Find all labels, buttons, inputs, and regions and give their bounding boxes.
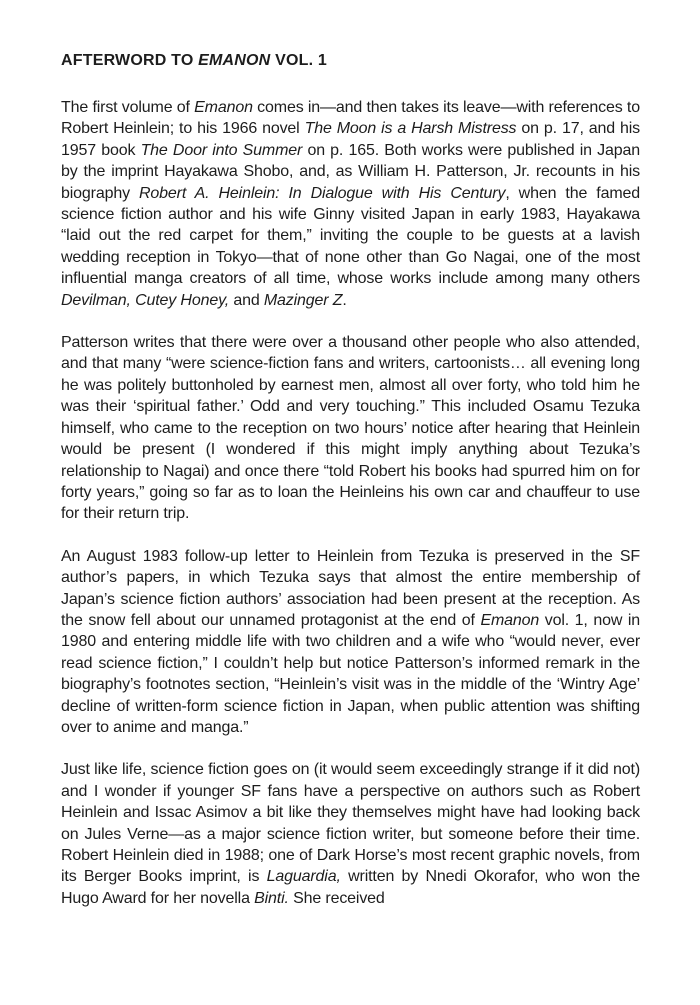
text-run: comes in—and then takes its leave—with references to Robert Heinlein; to his 1966 novel [61, 99, 640, 138]
text-run: Patterson writes that there were over a thousand other people who also attended, and that many “were science-fiction fans and writers, cartoonists… all evening long he was politely buttonholed by earnest men, almost all over forty, who told him he was their ‘spiritual father.’ Odd and very touching.” This included Osamu Tezuka himself, who came to the reception on two hours’ notice after hearing that Heinlein would be present (I wondered if this might imply anything about Tezuka’s relationship to Nagai) and once there “told Robert his books had spurred him on for forty years,” going so far as to loan the Heinleins his own car and chauffeur to use for their return trip. [61, 334, 640, 523]
italic-text-run: Devilman, Cutey Honey, [61, 291, 230, 309]
text-run: on p. 165. Both works were published in Japan by the imprint Hayakawa Shobo, and, as William H. Patterson, Jr. recounts in his biography [61, 141, 640, 202]
text-run: The first volume of [61, 99, 195, 116]
text-run: VOL. 1 [270, 52, 327, 69]
paragraph-1 [61, 97, 640, 311]
paragraph-4 [61, 759, 640, 909]
italic-text-run: Emanon [480, 611, 540, 629]
italic-text-run: EMANON [198, 52, 271, 69]
italic-text-run: Binti. [254, 889, 289, 907]
text-run: written by Nnedi Okorafor, who won the Hugo Award for her novella [61, 868, 640, 907]
italic-text-run: Robert A. Heinlein: In Dialogue with His Century [139, 184, 506, 202]
italic-text-run: Mazinger Z [263, 291, 343, 309]
italic-text-run: Laguardia, [266, 868, 341, 886]
paragraph-3 [61, 546, 640, 739]
text-run: She received [288, 889, 385, 907]
italic-text-run: Emanon [194, 99, 253, 116]
text-run: An August 1983 follow-up letter to Heinlein from Tezuka is preserved in the SF author’s papers, in which Tezuka says that almost the entire membership of Japan’s science fiction authors’ association had been present at the reception. As the snow fell about our unnamed protagonist at the end of [61, 547, 640, 629]
afterword-body [61, 97, 640, 909]
paragraph-2 [61, 332, 640, 525]
text-run: Just like life, science fiction goes on (it would seem exceedingly strange if it did not) and I wonder if younger SF fans have a perspective on authors such as Robert Heinlein and Issac Asimov a bit like they themselves might have had looking back on Jules Verne—as a major science fiction writer, but someone before their time. Robert Heinlein died in 1988; one of Dark Horse’s most recent graphic novels, from its Berger Books imprint, is [61, 761, 640, 886]
text-run: and [229, 291, 264, 309]
text-run: on p. 17, and his 1957 book [61, 120, 641, 159]
text-run: . [342, 291, 347, 309]
page-title [61, 52, 640, 70]
text-run: AFTERWORD TO [61, 52, 199, 69]
italic-text-run: The Moon is a Harsh Mistress [304, 120, 517, 138]
italic-text-run: The Door into Summer [140, 141, 303, 159]
text-run: vol. 1, now in 1980 and entering middle life with two children and a wife who “would never, ever read science fiction,” I couldn’t help but notice Patterson’s informed remark in the biography’s footnotes section, “Heinlein’s visit was in the middle of the ‘Wintry Age’ decline of written-form science fiction in Japan, when public attention was shifting over to anime and manga.” [61, 611, 640, 736]
text-run: , when the famed science fiction author and his wife Ginny visited Japan in early 1983, Hayakawa “laid out the red carpet for them,” inviting the couple to be guests at a lavish wedding reception in Tokyo—that of none other than Go Nagai, one of the most influential manga creators of all time, whose works include among many others [61, 184, 641, 288]
